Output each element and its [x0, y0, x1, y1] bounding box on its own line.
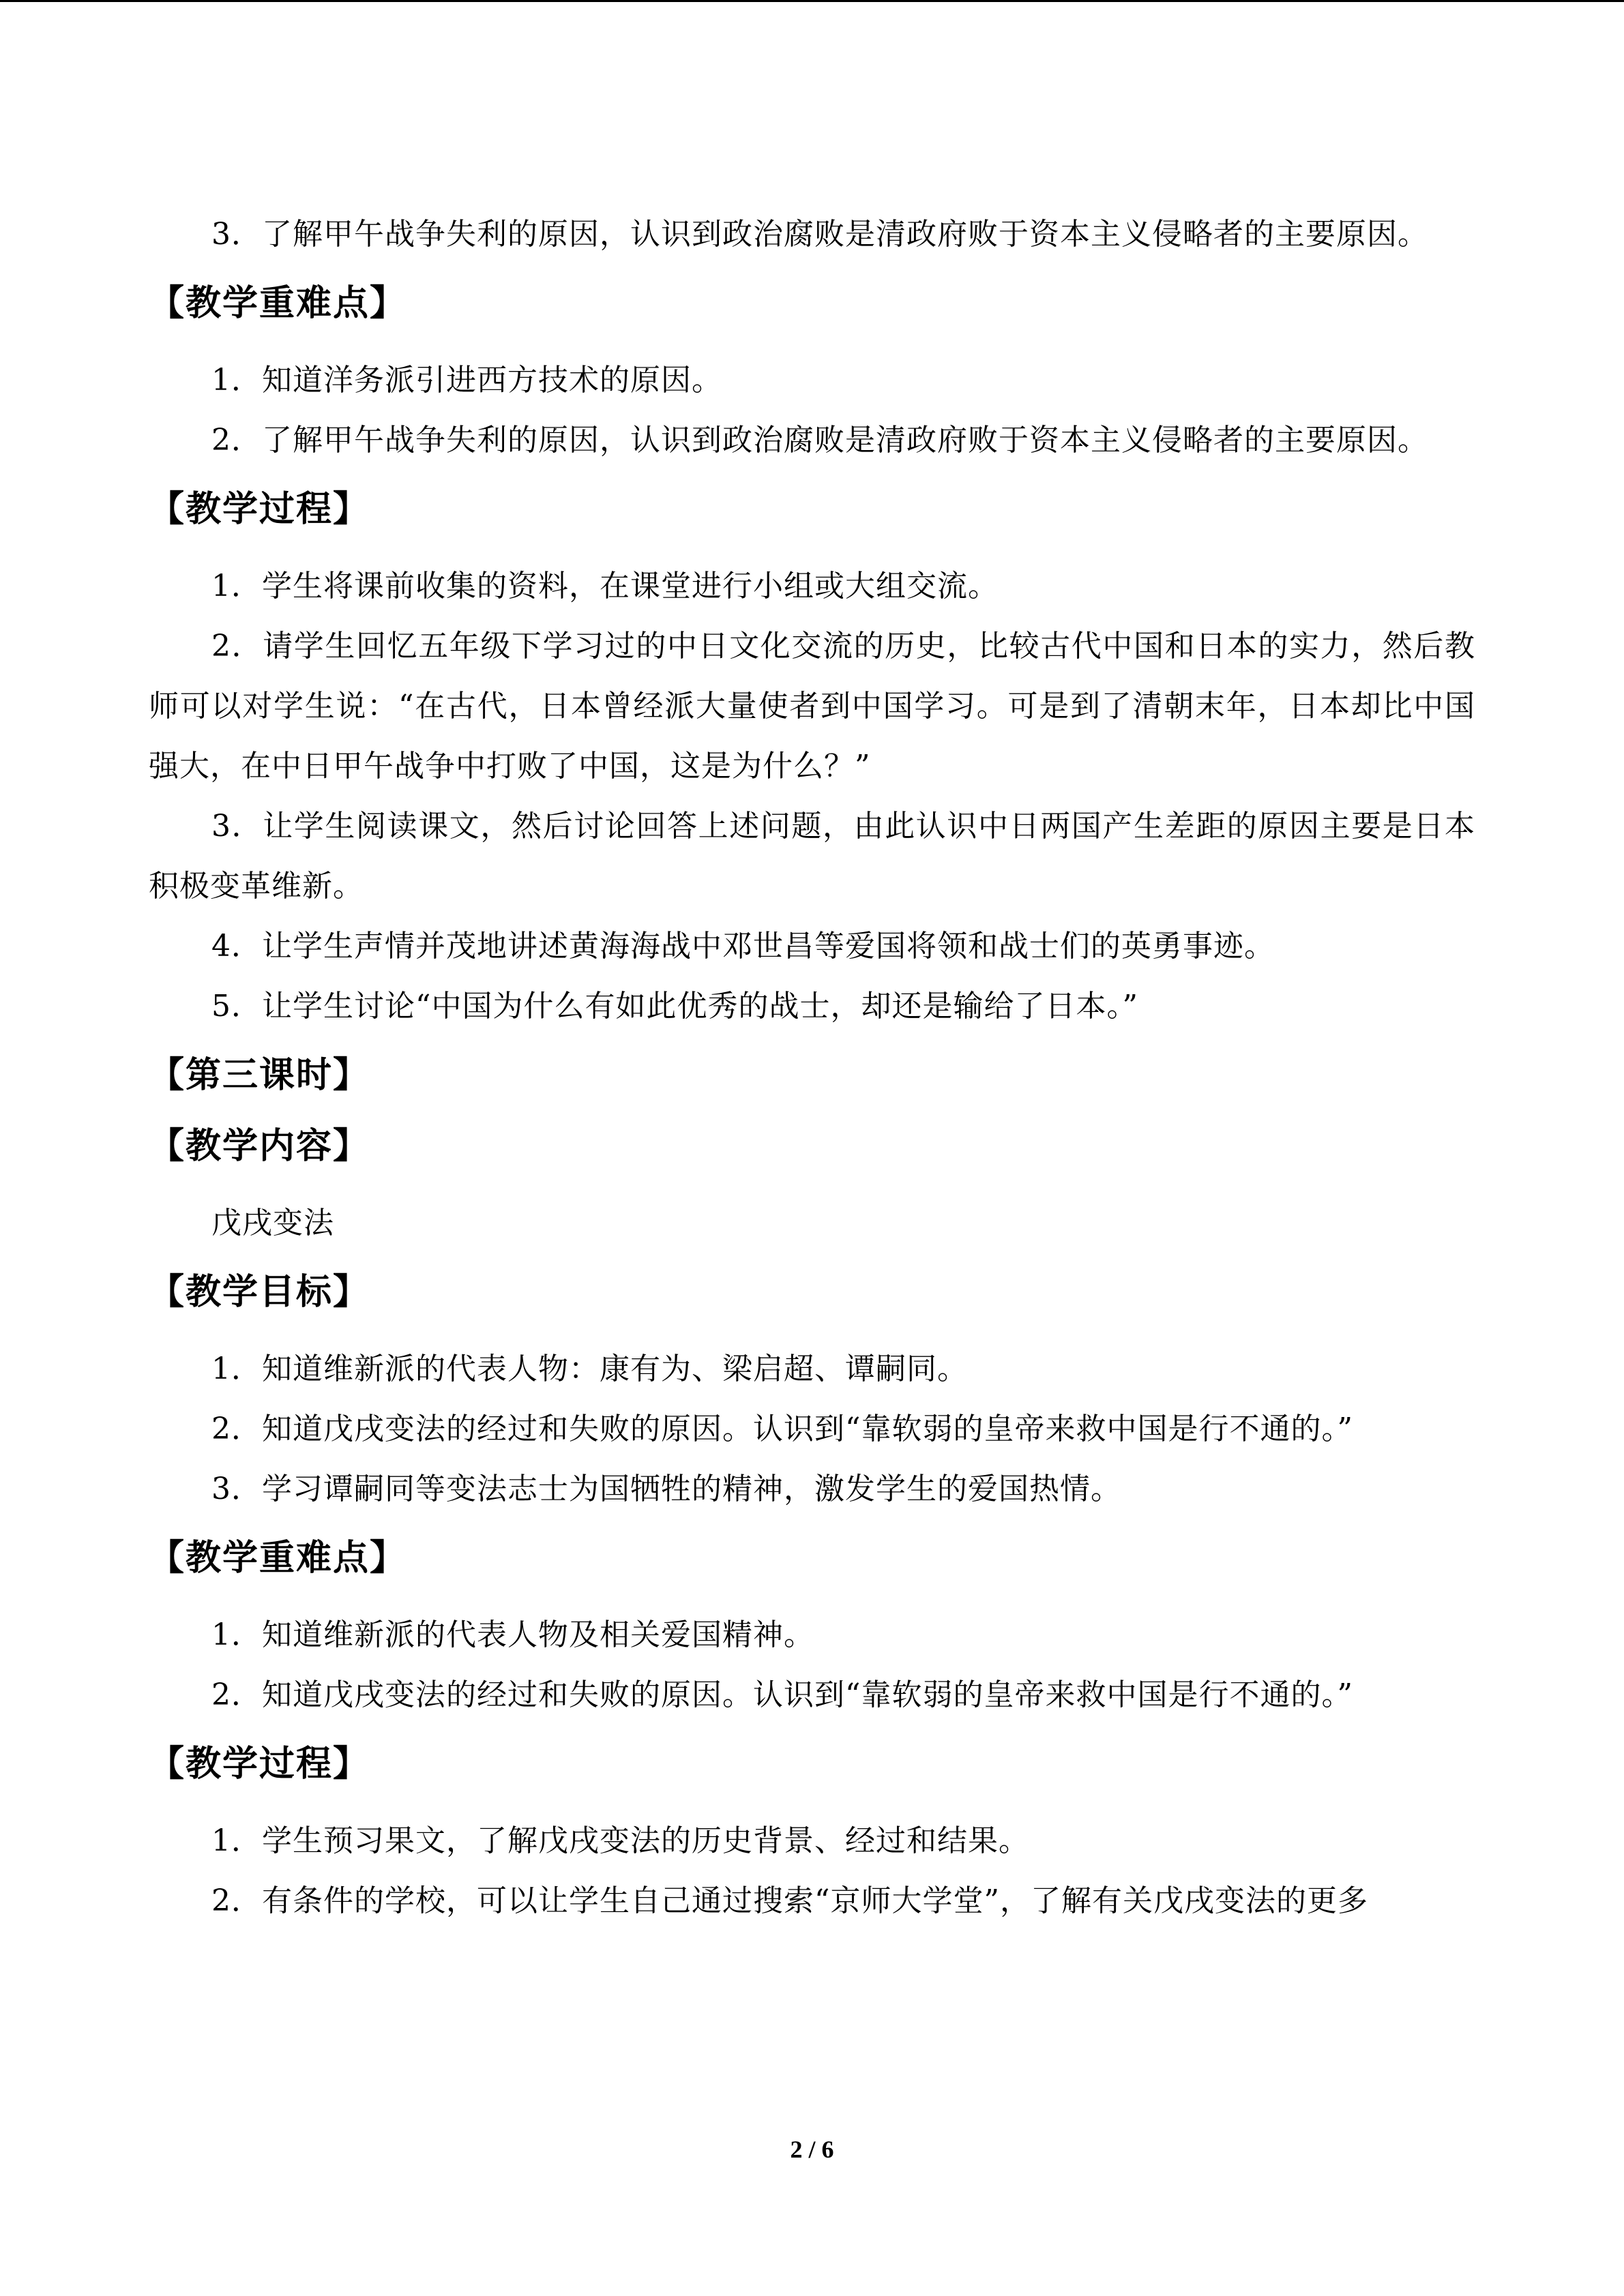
document-body: [149, 205, 1475, 1931]
section-heading: 【教学目标】: [149, 1272, 370, 1313]
section-heading: 【教学重难点】: [149, 1538, 407, 1579]
paragraph: 1．学生将课前收集的资料，在课堂进行小组或大组交流。: [211, 569, 999, 603]
paragraph: 3．学习谭嗣同等变法志士为国牺牲的精神，激发学生的爱国热情。: [211, 1472, 1121, 1506]
paragraph: 4．让学生声情并茂地讲述黄海海战中邓世昌等爱国将领和战士们的英勇事迹。: [211, 929, 1275, 964]
paragraph: 3．了解甲午战争失利的原因，认识到政治腐败是清政府败于资本主义侵略者的主要原因。: [211, 217, 1428, 252]
section-heading: 【教学过程】: [149, 1744, 370, 1785]
section-heading: 【教学重难点】: [149, 283, 407, 324]
section-heading: 【第三课时】: [149, 1055, 370, 1096]
paragraph: 2．请学生回忆五年级下学习过的中日文化交流的历史，比较古代中国和日本的实力，然后教师可以对学生说：“在古代，日本曾经派大量使者到中国学习。可是到了清朝末年，日本却比中国强大，在中日甲午战争中打败了中国，这是为什么？”: [149, 629, 1475, 784]
paragraph: 5．让学生讨论“中国为什么有如此优秀的战士，却还是输给了日本。”: [211, 989, 1138, 1024]
paragraph: 2．知道戊戌变法的经过和失败的原因。认识到“靠软弱的皇帝来救中国是行不通的。”: [211, 1412, 1353, 1446]
paragraph: 戊戌变法: [211, 1206, 334, 1240]
section-heading: 【教学过程】: [149, 489, 370, 530]
paragraph: 2．了解甲午战争失利的原因，认识到政治腐败是清政府败于资本主义侵略者的主要原因。: [211, 423, 1428, 458]
paragraph: 1．知道维新派的代表人物：康有为、梁启超、谭嗣同。: [211, 1352, 968, 1386]
paragraph: 2．知道戊戌变法的经过和失败的原因。认识到“靠软弱的皇帝来救中国是行不通的。”: [211, 1678, 1353, 1712]
top-border-line: [0, 0, 1624, 2]
paragraph: 1．学生预习果文，了解戊戌变法的历史背景、经过和结果。: [211, 1823, 1029, 1858]
paragraph: 3．让学生阅读课文，然后讨论回答上述问题，由此认识中日两国产生差距的原因主要是日本积极变革维新。: [149, 809, 1475, 904]
page-number: 2 / 6: [790, 2136, 834, 2163]
paragraph: 1．知道维新派的代表人物及相关爱国精神。: [211, 1617, 814, 1652]
paragraph: 1．知道洋务派引进西方技术的原因。: [211, 363, 722, 398]
section-heading: 【教学内容】: [149, 1126, 370, 1167]
paragraph: 2．有条件的学校，可以让学生自己通过搜索“京师大学堂”，了解有关戊戌变法的更多: [211, 1883, 1368, 1918]
